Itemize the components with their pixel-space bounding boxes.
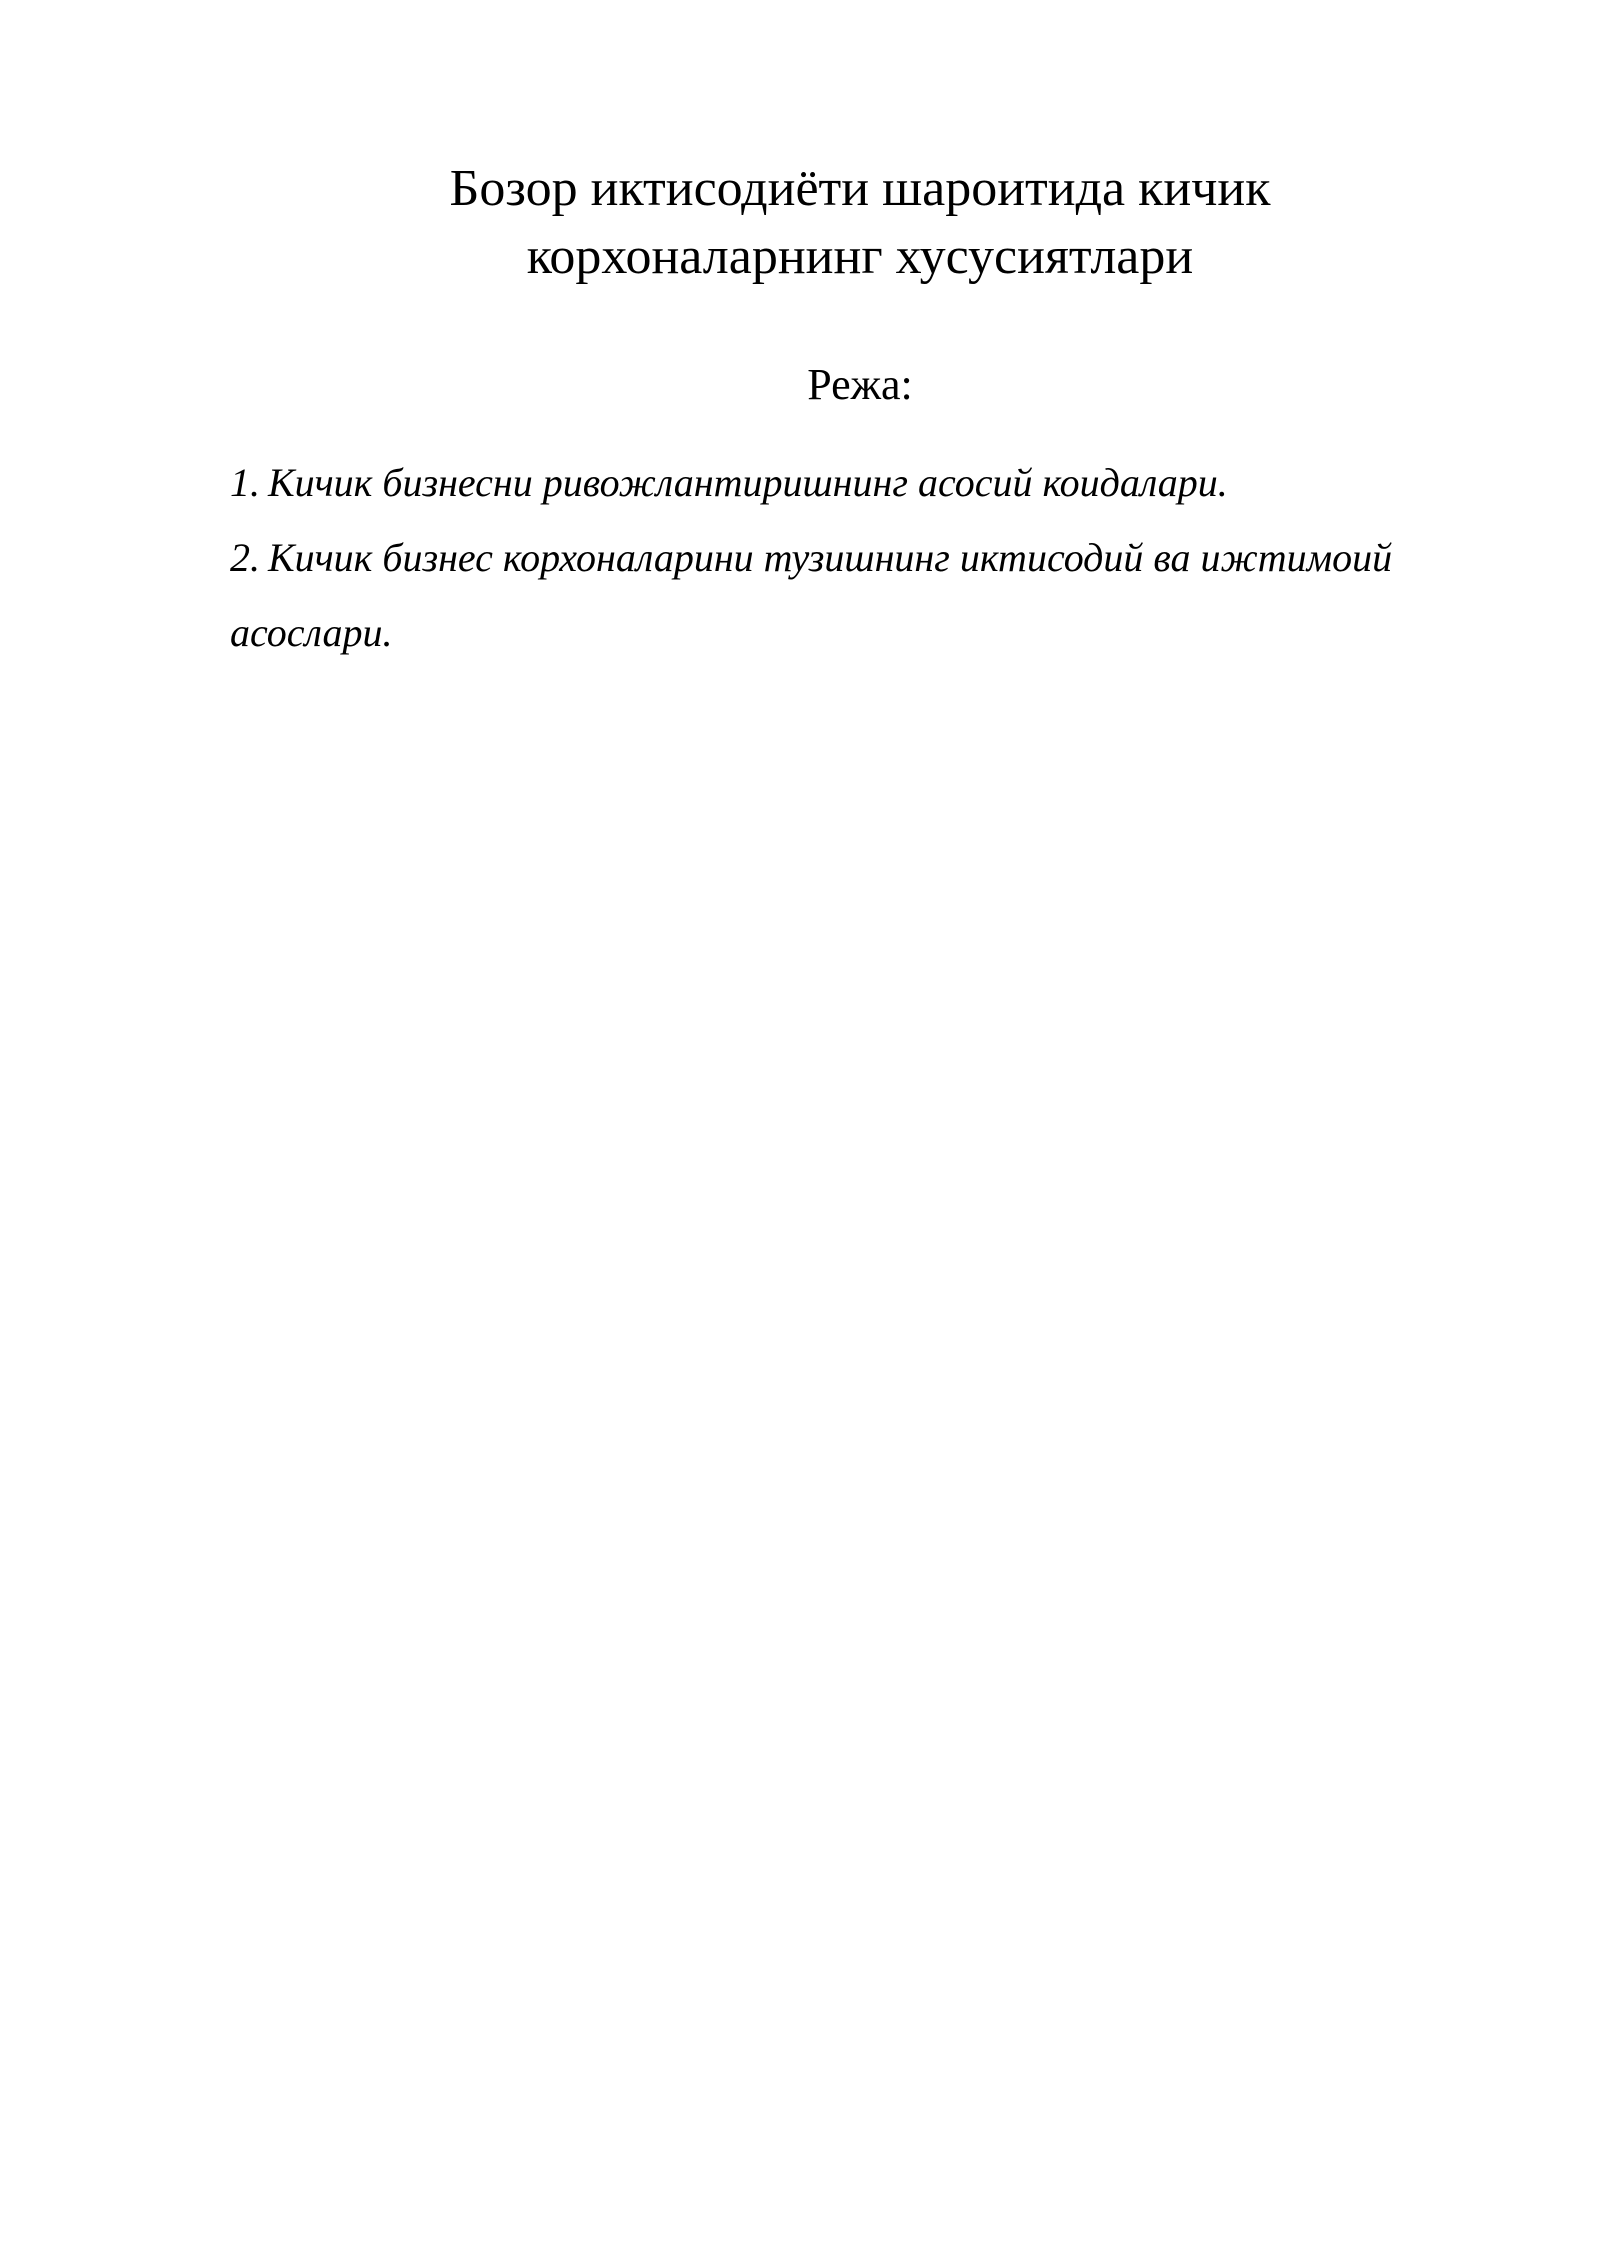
plan-item-text: Кичик бизнесни ривожлантиришнинг асосий коидалари. (268, 460, 1228, 505)
document-title (230, 155, 1490, 291)
plan-item-1 (230, 445, 1490, 520)
plan-heading: Режа: (807, 360, 913, 409)
title-line-1: Бозор иктисодиёти шароитида кичик (449, 160, 1271, 217)
plan-item-text: Кичик бизнес корхоналарини тузишнинг иктисодий ва ижтимоий асослари. (230, 535, 1393, 655)
title-line-2: корхоналарнинг хусусиятлари (526, 228, 1194, 285)
plan-list (230, 445, 1490, 670)
plan-item-2 (230, 520, 1490, 670)
plan-item-number: 2. (230, 535, 260, 580)
plan-item-number: 1. (230, 460, 260, 505)
